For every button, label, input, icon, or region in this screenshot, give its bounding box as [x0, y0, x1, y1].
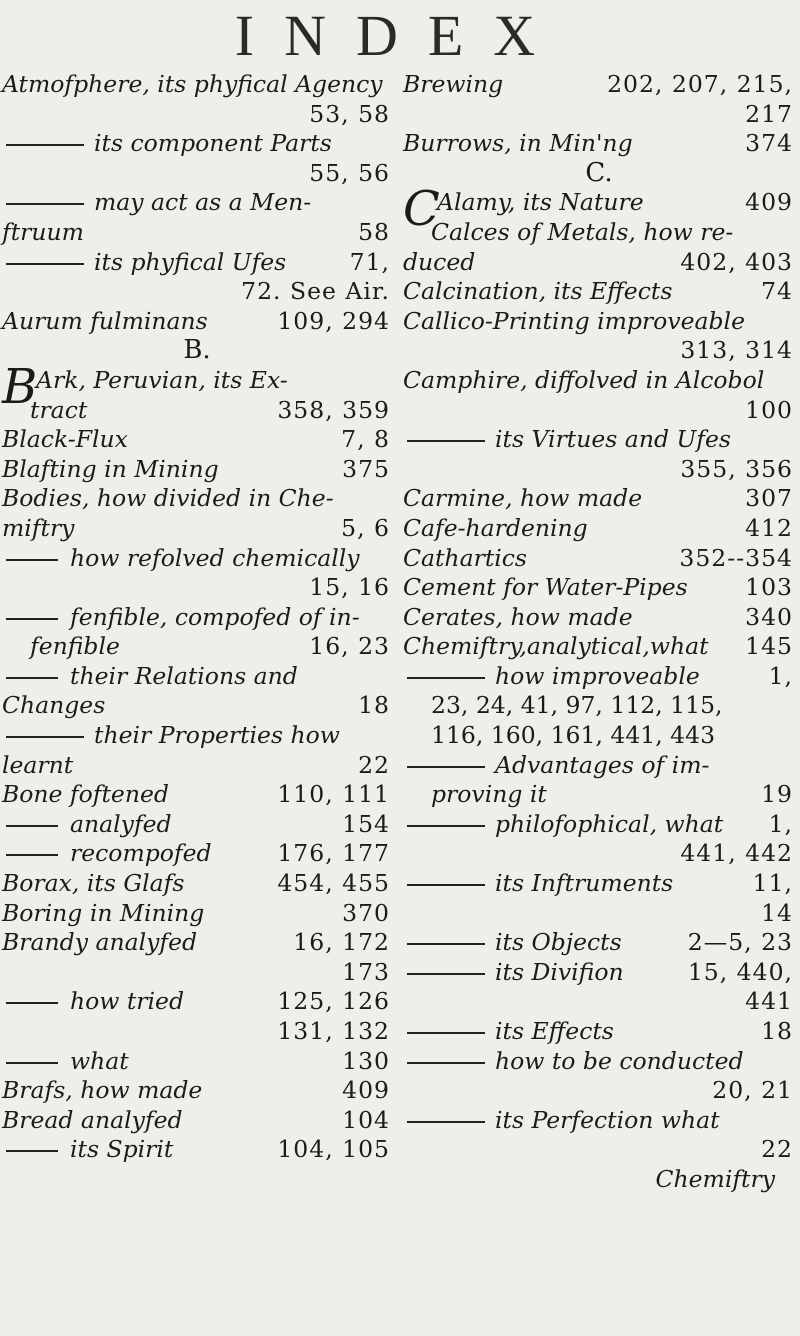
- index-line: [403, 839, 795, 869]
- repeat-dash: [407, 943, 485, 945]
- page-reference: 11,: [752, 869, 793, 898]
- entry-text: its Virtues and Ufes: [495, 425, 731, 454]
- drop-cap: B: [2, 358, 38, 415]
- index-line: [2, 603, 392, 633]
- page-reference: 104: [342, 1105, 390, 1134]
- drop-cap: C: [403, 181, 440, 238]
- repeat-dash: [407, 973, 485, 975]
- page-header: INDEX: [234, 3, 566, 68]
- entry-text: how refolved chemically: [70, 543, 360, 572]
- index-line: [403, 928, 795, 958]
- page-reference: 15, 16: [309, 573, 390, 602]
- repeat-dash: [6, 1150, 58, 1152]
- page-reference: 16, 172: [293, 928, 390, 957]
- page-reference: 370: [342, 898, 390, 927]
- page-reference: 441: [745, 987, 793, 1016]
- repeat-dash: [6, 854, 58, 856]
- entry-text: Calces of Metals, how re-: [431, 217, 734, 246]
- index-line: [2, 1017, 392, 1047]
- entry-text: Aurum fulminans: [2, 306, 208, 335]
- index-line: [2, 514, 392, 544]
- index-line: [403, 721, 795, 751]
- index-line: [2, 780, 392, 810]
- index-line: [2, 573, 392, 603]
- entry-text: Bread analyfed: [2, 1105, 183, 1134]
- repeat-dash: [407, 440, 485, 442]
- entry-text: how to be conducted: [495, 1046, 744, 1075]
- index-line: [403, 277, 795, 307]
- index-line: [2, 277, 392, 307]
- index-line: [403, 544, 795, 574]
- index-line: [403, 632, 795, 662]
- index-line: [403, 514, 795, 544]
- index-line: [2, 839, 392, 869]
- repeat-dash: [6, 559, 58, 561]
- entry-text: ftruum: [2, 217, 84, 246]
- entry-text: Cafe-hardening: [403, 513, 588, 542]
- page-reference: 22: [761, 1135, 793, 1164]
- index-line: [403, 336, 795, 366]
- entry-text: Advantages of im-: [495, 750, 710, 779]
- entry-text: Brewing: [403, 70, 504, 98]
- entry-text: Calcination, its Effects: [403, 277, 673, 306]
- index-line: [2, 751, 392, 781]
- page-reference: 16, 23: [309, 632, 390, 661]
- repeat-dash: [6, 263, 84, 265]
- repeat-dash: [407, 884, 485, 886]
- page-reference: 58: [358, 217, 390, 246]
- index-line: [2, 987, 392, 1017]
- page-reference: 358, 359: [277, 395, 390, 424]
- entry-text: miftry: [2, 513, 75, 542]
- page-reference: 7, 8: [341, 425, 390, 454]
- entry-text: its Perfection what: [495, 1105, 720, 1134]
- page-reference: 72. See Air.: [241, 277, 390, 306]
- repeat-dash: [407, 1062, 485, 1064]
- repeat-dash: [6, 677, 58, 679]
- entry-text: Brandy analyfed: [2, 928, 198, 957]
- entry-text: what: [70, 1046, 129, 1075]
- entry-text: Cerates, how made: [403, 602, 633, 631]
- index-line: [403, 70, 795, 100]
- entry-text: philofophical, what: [495, 809, 724, 838]
- repeat-dash: [6, 203, 84, 205]
- page-reference: 15, 440,: [687, 957, 793, 986]
- index-line: [2, 129, 392, 159]
- repeat-dash: [6, 1002, 58, 1004]
- entry-text: Cement for Water-Pipes: [403, 573, 688, 602]
- page-reference: 145: [745, 632, 793, 661]
- index-line: [2, 691, 392, 721]
- entry-text: tract: [30, 395, 88, 424]
- index-line: [403, 573, 795, 603]
- page-reference: 104, 105: [277, 1135, 390, 1164]
- page-reference: 74: [761, 277, 793, 306]
- index-line: [2, 899, 392, 929]
- page-reference: 454, 455: [277, 869, 390, 898]
- page-reference: 307: [745, 484, 793, 513]
- index-line: [403, 396, 795, 426]
- repeat-dash: [6, 825, 58, 827]
- entry-text: its Divifion: [495, 957, 624, 986]
- page-reference: 441, 442: [680, 839, 793, 868]
- right-column: [403, 70, 795, 1195]
- index-line: [2, 721, 392, 751]
- index-line: [2, 455, 392, 485]
- entry-text: analyfed: [70, 809, 172, 838]
- index-line: [2, 218, 392, 248]
- section-letter: B.: [183, 335, 211, 366]
- repeat-dash: [6, 618, 58, 620]
- entry-text: Atmofphere, its phyfical Agency: [2, 70, 383, 98]
- entry-text: Carmine, how made: [403, 484, 643, 513]
- index-line: [403, 307, 795, 337]
- index-line: [403, 425, 795, 455]
- page-reference: 313, 314: [680, 336, 793, 365]
- entry-text: Ark, Peruvian, its Ex-: [36, 365, 288, 394]
- page-reference: 355, 356: [680, 454, 793, 483]
- page-reference: 55, 56: [309, 158, 390, 187]
- page-reference: 375: [342, 454, 390, 483]
- page-reference: 176, 177: [277, 839, 390, 868]
- page-reference: 409: [745, 188, 793, 217]
- index-line: [2, 188, 392, 218]
- index-line: [2, 70, 392, 100]
- repeat-dash: [407, 825, 485, 827]
- entry-text: Alamy, its Nature: [437, 188, 644, 217]
- entry-text: its Objects: [495, 928, 622, 957]
- entry-text: Chemiftry,analytical,what: [403, 632, 709, 661]
- page-reference: 412: [745, 513, 793, 542]
- index-line: [2, 869, 392, 899]
- page-reference: 20, 21: [712, 1076, 793, 1105]
- section-letter: C.: [585, 157, 613, 188]
- page-reference: 109, 294: [277, 306, 390, 335]
- entry-text: Bodies, how divided in Che-: [2, 484, 334, 513]
- entry-text: Black-Flux: [2, 425, 128, 454]
- repeat-dash: [407, 766, 485, 768]
- index-line: [403, 484, 795, 514]
- index-line: [2, 307, 392, 337]
- index-line: [403, 780, 795, 810]
- index-line: [403, 1017, 795, 1047]
- entry-text: Borax, its Glafs: [2, 869, 185, 898]
- index-line: [403, 869, 795, 899]
- index-line: [2, 1135, 392, 1165]
- index-line: [403, 603, 795, 633]
- index-line: [403, 129, 795, 159]
- entry-text: recompofed: [70, 839, 212, 868]
- index-line: [2, 100, 392, 130]
- page-reference: 352--354: [679, 543, 793, 572]
- entry-text: Bone foftened: [2, 780, 169, 809]
- page-reference: 18: [761, 1017, 793, 1045]
- page-reference: 340: [745, 602, 793, 631]
- page-reference: 131, 132: [277, 1017, 390, 1045]
- page-reference: 103: [745, 573, 793, 602]
- repeat-dash: [407, 1032, 485, 1034]
- page-reference: 53, 58: [309, 99, 390, 128]
- page-reference: 173: [342, 957, 390, 986]
- page-reference: 110, 111: [277, 780, 390, 809]
- index-line: [2, 662, 392, 692]
- index-line: [403, 810, 795, 840]
- entry-text: fenfible: [30, 632, 120, 661]
- page-reference: 14: [761, 898, 793, 927]
- entry-text: its phyfical Ufes: [94, 247, 287, 276]
- index-line: [403, 1047, 795, 1077]
- index-line: [403, 100, 795, 130]
- entry-text: its Inftruments: [495, 869, 674, 898]
- index-line: [2, 632, 392, 662]
- entry-text: duced: [403, 247, 476, 276]
- page-reference: 22: [358, 750, 390, 779]
- left-column: [2, 70, 392, 1165]
- index-line: [2, 1076, 392, 1106]
- page-reference: 409: [342, 1076, 390, 1105]
- index-line: [403, 248, 795, 278]
- repeat-dash: [6, 736, 84, 738]
- page-reference: 130: [342, 1046, 390, 1075]
- index-line: [2, 159, 392, 189]
- index-line: [2, 958, 392, 988]
- index-line: [2, 396, 392, 426]
- entry-text: fenfible, compofed of in-: [70, 602, 360, 631]
- entry-text: its Spirit: [70, 1135, 174, 1164]
- index-line: [2, 1106, 392, 1136]
- page-reference: 402, 403: [680, 247, 793, 276]
- page-reference: 1,: [768, 809, 793, 838]
- index-line: [2, 248, 392, 278]
- entry-text: proving it: [431, 780, 547, 809]
- entry-text: how improveable: [495, 661, 700, 690]
- entry-text: Callico-Printing improveable: [403, 306, 745, 335]
- page-reference: 18: [358, 691, 390, 720]
- entry-text: Camphire, diffolved in Alcobol: [403, 365, 765, 394]
- entry-text: learnt: [2, 750, 74, 779]
- index-line: [2, 928, 392, 958]
- index-line: [2, 484, 392, 514]
- page-reference: 1,: [768, 661, 793, 690]
- index-line: [2, 425, 392, 455]
- repeat-dash: [407, 1121, 485, 1123]
- entry-text: their Relations and: [70, 661, 298, 690]
- entry-text: how tried: [70, 987, 185, 1016]
- entry-text: Boring in Mining: [2, 898, 205, 927]
- repeat-dash: [6, 1062, 58, 1064]
- index-line: [2, 810, 392, 840]
- index-line: [403, 455, 795, 485]
- entry-text: Blafting in Mining: [2, 454, 219, 483]
- page-reference: 374: [745, 129, 793, 158]
- index-line: [403, 958, 795, 988]
- page-reference: 125, 126: [277, 987, 390, 1016]
- entry-text: Burrows, in Min'ng: [403, 129, 633, 158]
- index-line: [403, 366, 795, 396]
- index-line: [403, 1165, 795, 1195]
- index-line: [403, 1135, 795, 1165]
- repeat-dash: [407, 677, 485, 679]
- page-reference: 154: [342, 809, 390, 838]
- page-reference: 2—5, 23: [687, 928, 793, 957]
- entry-text: Changes: [2, 691, 106, 720]
- index-line: [403, 662, 795, 692]
- entry-text: its Effects: [495, 1017, 614, 1045]
- index-line: [2, 1047, 392, 1077]
- page-reference: 71,: [349, 247, 390, 276]
- repeat-dash: [6, 144, 84, 146]
- entry-text: Brafs, how made: [2, 1076, 203, 1105]
- page-reference: 217: [745, 99, 793, 128]
- entry-text: their Properties how: [94, 721, 340, 750]
- entry-text: 23, 24, 41, 97, 112, 115,: [431, 691, 723, 720]
- entry-text: may act as a Men-: [94, 188, 312, 217]
- index-line: [403, 218, 795, 248]
- index-line: [403, 751, 795, 781]
- page-reference: 19: [761, 780, 793, 809]
- entry-text: Cathartics: [403, 543, 527, 572]
- index-line: [403, 1076, 795, 1106]
- page-reference: 202, 207, 215,: [607, 70, 793, 98]
- page-reference: 100: [745, 395, 793, 424]
- index-line: [2, 544, 392, 574]
- index-line: [403, 987, 795, 1017]
- index-line: [403, 899, 795, 929]
- entry-text: its component Parts: [94, 129, 332, 158]
- entry-text: 116, 160, 161, 441, 443: [431, 721, 716, 750]
- index-line: [403, 691, 795, 721]
- index-line: [403, 1106, 795, 1136]
- entry-text: Chemiftry: [655, 1164, 775, 1193]
- page-reference: 5, 6: [341, 513, 390, 542]
